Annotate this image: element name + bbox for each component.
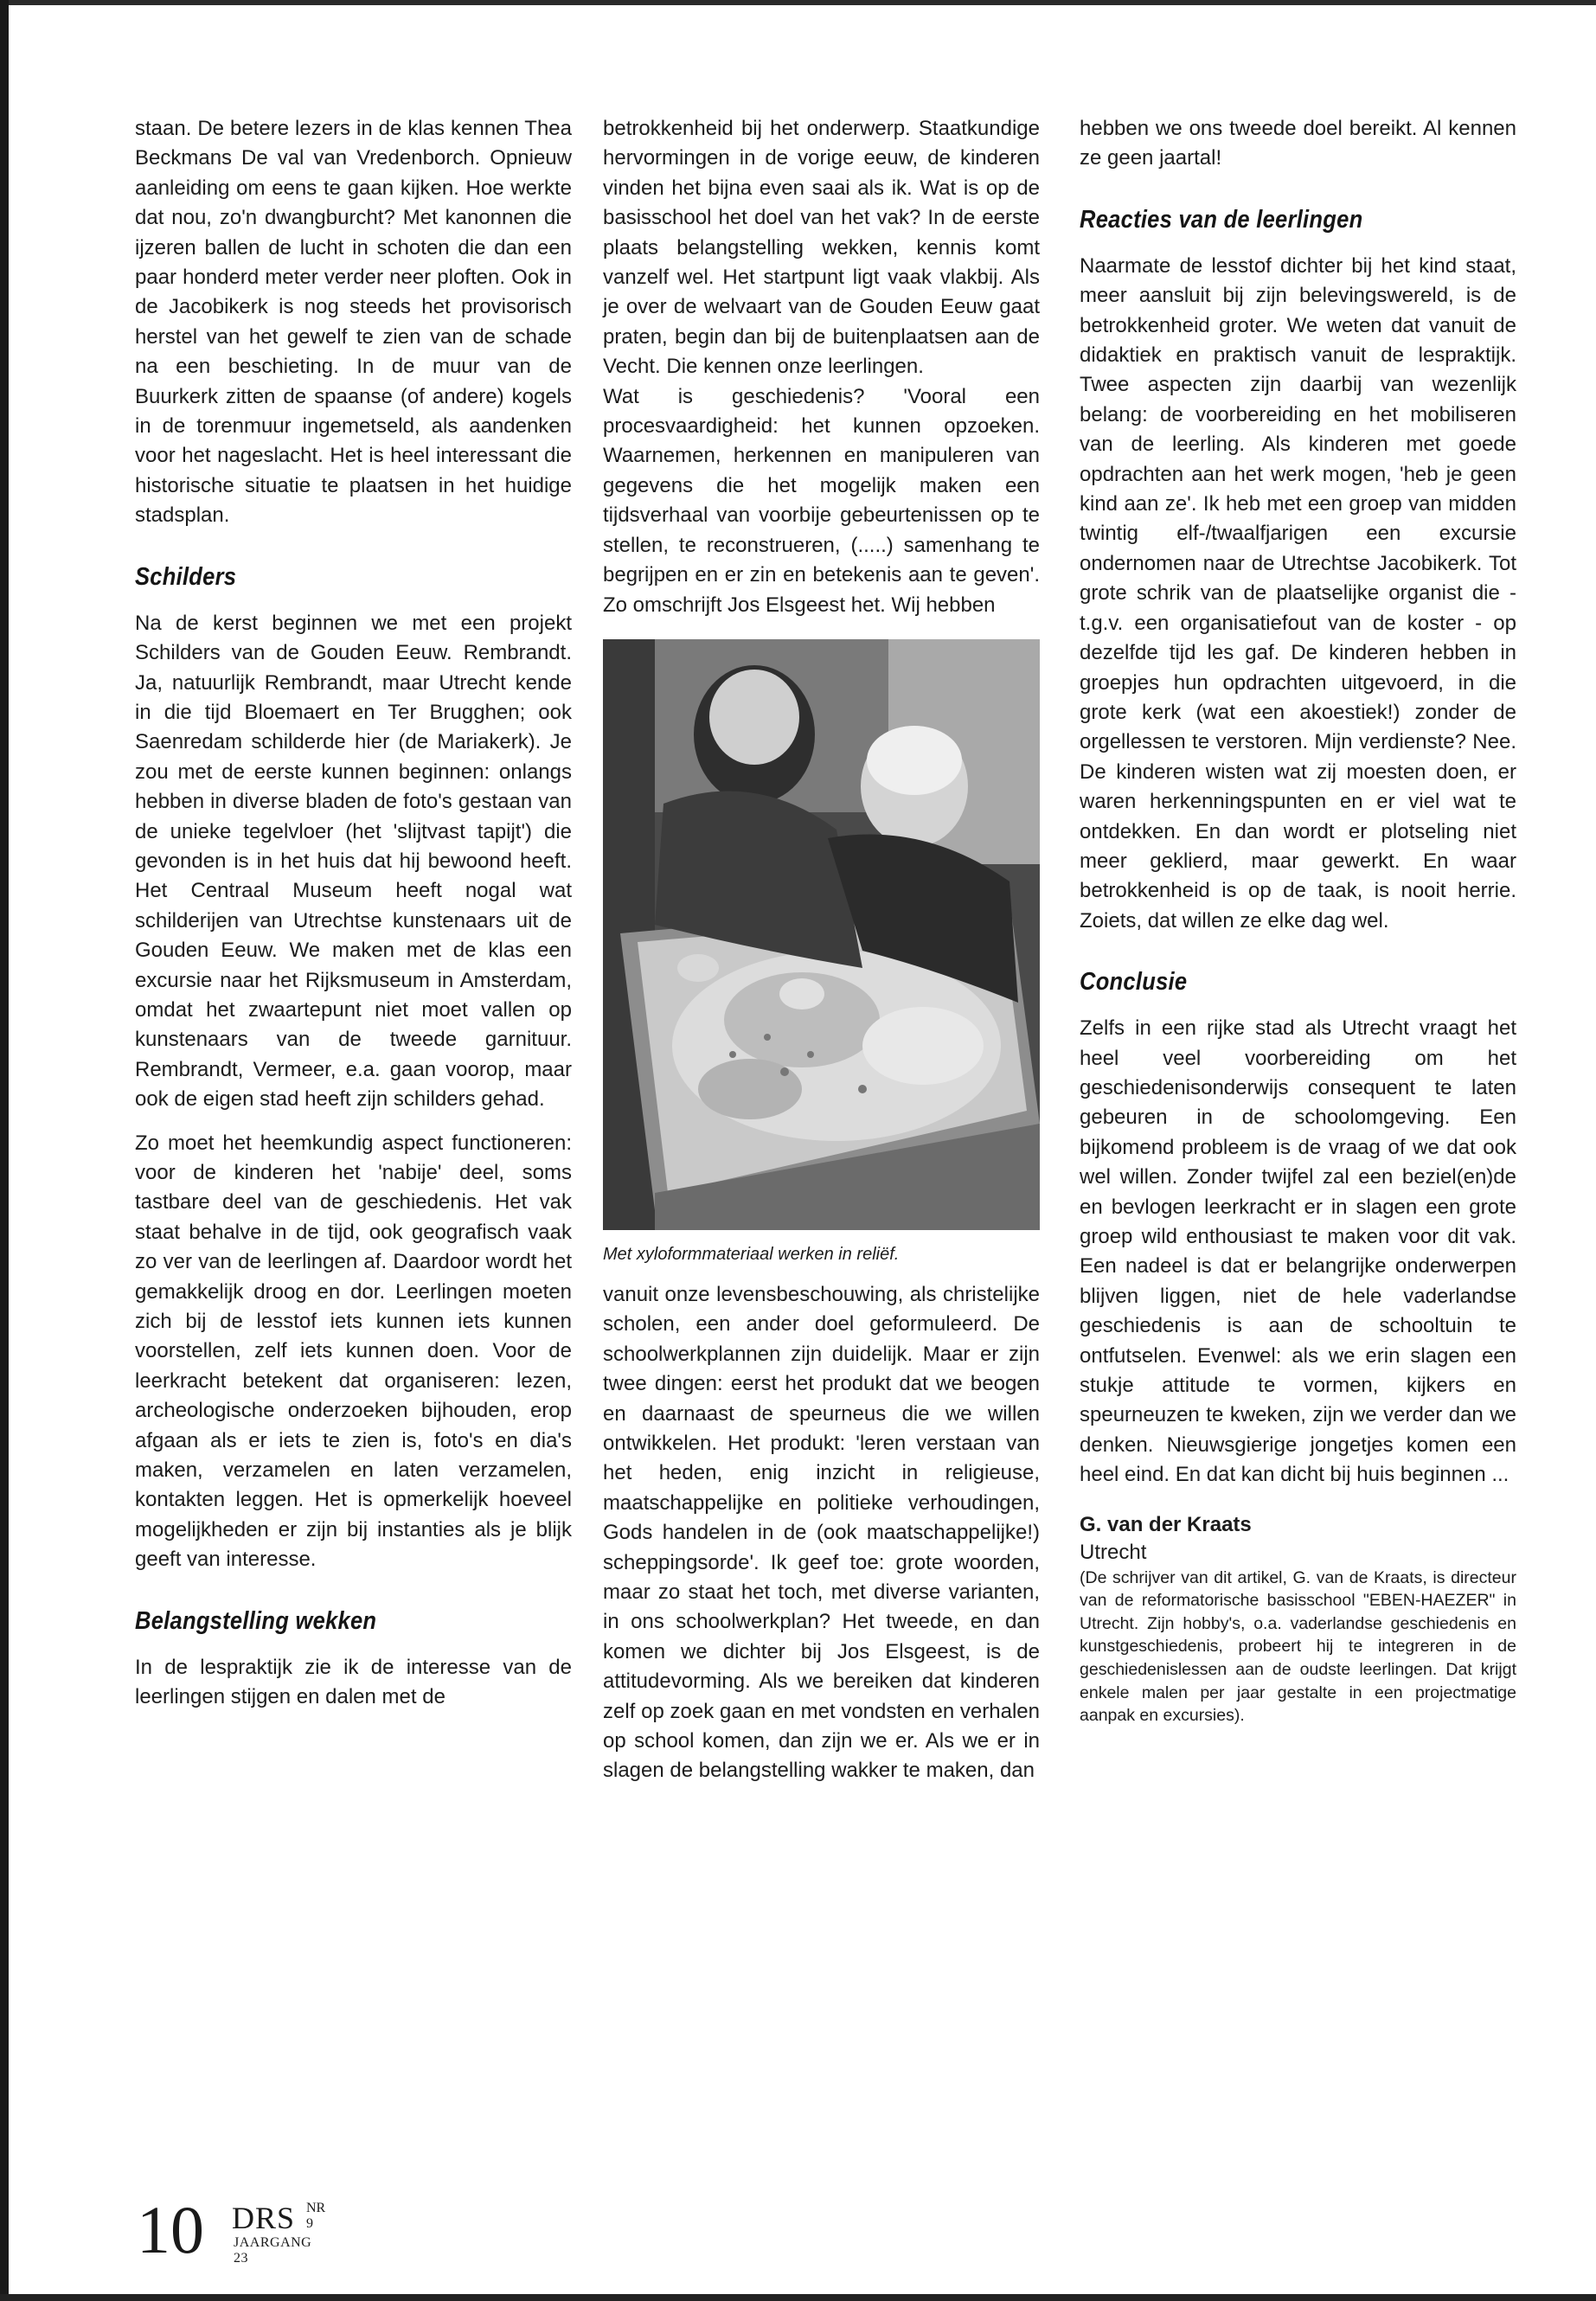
paragraph: vanuit onze levensbeschouwing, als christelijke scholen, een ander doel geformuleerd. De schoolwerkplannen zijn duidelijk. Maar er zijn twee dingen: eerst het produkt dat we beogen en daarnaast de speurneus die we willen ontwikkelen. Het produkt: 'leren verstaan van het heden, enig inzicht in religieuse, maatschappelijke en politieke verhoudingen, Gods handelen in de (ook maatschappelijke!) scheppingsorde'. Ik geef toe: grote woorden, maar zo staat het toch, met diverse varianten, in ons schoolwerkplan? Het tweede, en dan komen we dichter bij Jos Elsgeest, is de attitudevorming. Als we bereiken dat kinderen zelf op zoek gaan en met vondsten en verhalen op school komen, dan zijn we er. Als we er in slagen de belangstelling wakker te maken, dan xyxy=(603,1282,1040,1783)
author-place: Utrecht xyxy=(1080,1540,1147,1564)
volume-label: JAARGANG 23 xyxy=(234,2235,312,2266)
paragraph: In de lespraktijk zie ik de interesse van de leerlingen stijgen en dalen met de xyxy=(135,1655,572,1709)
magazine-name: DRS xyxy=(232,2201,296,2235)
page-number: 10 xyxy=(137,2192,204,2267)
byline xyxy=(1080,1511,1516,1567)
paragraph: staan. De betere lezers in de klas kennen Thea Beckmans De val van Vredenborch. Opnieuw aanleiding om eens te gaan kijken. Hoe werkte dat nou, zo'n dwangburcht? Met kanonnen die ijzeren ballen de lucht in schoten die dan een paar honderd meter verder neer ploften. Ook in de Jacobikerk is nog steeds het provisorisch herstel van het gewelf te zien van de schade na een beschieting. In de muur van de Buurkerk zitten de spaanse (of andere) kogels in de torenmuur ingemetseld, als aandenken voor het nageslacht. Het is heel interessant die historische situatie te plaatsen in het huidige stadsplan. xyxy=(135,117,572,528)
paragraph: hebben we ons tweede doel bereikt. Al kennen ze geen jaartal! xyxy=(1080,117,1516,170)
author-name: G. van der Kraats xyxy=(1080,1512,1252,1536)
paragraph: Zelfs in een rijke stad als Utrecht vraagt het heel veel voorbereiding om het geschiedenisonderwijs consequent te laten gebeuren in de schoolomgeving. Een bijkomend probleem is de vraag of we dat ook wel willen. Zonder twijfel zal een beziel(en)de en bevlogen leerkracht er in slagen een grote groep wild enthousiast te maken voor dit vak. Een nadeel is dat er belangrijke onderwerpen blijven liggen, niet de hele vaderlandse geschiedenis is aan de schooltuin te ontfutselen. Evenwel: als we erin slagen een stukje attitude te vormen, kijkers en speurneuzen te kweken, zijn we verder dan we denken. Nieuwsgierige jongetjes komen een heel eind. En dat kan dicht bij huis beginnen ... xyxy=(1080,1016,1516,1487)
photo-children-relief-map xyxy=(603,639,1040,1230)
scan-edge-left xyxy=(0,0,9,2301)
paragraph: Na de kerst beginnen we met een projekt Schilders van de Gouden Eeuw. Rembrandt. Ja, natuurlijk Rembrandt, maar Utrecht kende in die tijd Bloemaert en Ter Brugghen; ook Saenredam schilderde hier (de Mariakerk). Je zou met de eerste kunnen beginnen: onlangs hebben in diverse bladen de foto's gestaan van de unieke tegelvloer (het 'slijtvast tapijt') die gevonden is in het huis dat hij bewoond heeft. Het Centraal Museum heeft nogal wat schilderijen van Utrechtse kunstenaars uit de Gouden Eeuw. We maken met de klas een excursie naar het Rijksmuseum in Amsterdam, omdat het zwaartepunt niet moet vallen op kunstenaars van de tweede garnituur. Rembrandt, Vermeer, e.a. gaan voorop, maar ook de eigen stad heeft zijn schilders gehad. xyxy=(135,611,572,1112)
heading-schilders: Schilders xyxy=(135,562,237,591)
scan-edge-top xyxy=(0,0,1596,5)
photo-caption: Met xyloformmateriaal werken in reliëf. xyxy=(603,1244,900,1264)
paragraph: betrokkenheid bij het onderwerp. Staatkundige hervormingen in de vorige eeuw, de kinderen vinden het bijna even saai als ik. Wat is op de basisschool het doel van het vak? In de eerste plaats belangstelling wekken, kennis komt vanzelf wel. Het startpunt ligt vaak vlakbij. Als je over de welvaart van de Gouden Eeuw gaat praten, begin dan bij de buitenplaatsen aan de Vecht. Die kennen onze leerlingen. xyxy=(603,117,1040,379)
paragraph: Zo moet het heemkundig aspect functioneren: voor de kinderen het 'nabije' deel, soms tastbare deel van de geschiedenis. Het vak staat behalve in de tijd, ook geografisch vaak zo ver van de leerlingen af. Daardoor wordt het gemakkelijk droog en dor. Leerlingen moeten zich bij de lesstof iets kunnen iets kunnen voorstellen, zelf iets kunnen doen. Voor de leerkracht betekent dat organiseren: lezen, archeologische onderzoeken bijhouden, erop afgaan als er iets te zien is, foto's en dia's maken, verzamelen en laten verzamelen, kontakten leggen. Het is opmerkelijk hoeveel mogelijkheden er zijn bij instanties als je blijk geeft van interesse. xyxy=(135,1131,572,1572)
paragraph: Naarmate de lesstof dichter bij het kind staat, meer aansluit bij zijn belevingswereld, is de betrokkenheid groter. We weten dat vanuit de didaktiek en praktisch vanuit de lespraktijk. Twee aspecten zijn daarbij van wezenlijk belang: de voorbereiding en het mobiliseren van de leerling. Als kinderen met goede opdrachten aan het werk mogen, 'heb je geen kind aan ze'. Ik heb met een groep van midden twintig elf-/twaalfjarigen een excursie ondernomen naar de Utrechtse Jacobikerk. Tot grote schrik van de plaatselijke organist die - t.g.v. een organisatiefout van de koster - op dezelfde tijd les gaf. De kinderen hebben in groepjes hun opdrachten uitgevoerd, in die grote kerk (wat een akoestiek!) zonder de orgellessen te verstoren. Mijn verdienste? Nee. De kinderen wisten wat zij moesten doen, er waren herkenningspunten en er viel wat te ontdekken. En dan wordt er plotseling niet meer geklierd, maar gewerkt. En waar betrokkenheid is op de taak, is nooit herrie. Zoiets, dat willen ze elke dag wel. xyxy=(1080,253,1516,933)
column-3 xyxy=(1080,114,1516,1741)
author-note: (De schrijver van dit artikel, G. van de Kraats, is directeur van de reformatorische basisschool "EBEN-HAEZER" in Utrecht. Zijn hobby's, o.a. vaderlandse geschiedenis en kunstgeschiedenis, probeert hij te integreren in de geschiedenislessen aan de oudste leerlingen. Dat krijgt enkele malen per jaar gestalte in een projectmatige aanpak en excursies). xyxy=(1080,1567,1516,1726)
column-1 xyxy=(135,114,572,1727)
heading-belangstelling: Belangstelling wekken xyxy=(135,1606,377,1635)
paragraph: Wat is geschiedenis? 'Vooral een procesvaardigheid: het kunnen opzoeken. Waarnemen, herkennen en manipuleren van gegevens die het mogelijk maken een tijdsverhaal van voorbije gebeurtenissen op te stellen, te reconstrueren, (.....) samenhang te begrijpen en er zin en betekenis aan te geven'. Zo omschrijft Jos Elsgeest het. Wij hebben xyxy=(603,384,1040,617)
issue-number: NR 9 xyxy=(306,2201,326,2231)
heading-reacties: Reacties van de leerlingen xyxy=(1080,205,1363,234)
heading-conclusie: Conclusie xyxy=(1080,968,1188,997)
scan-edge-bottom xyxy=(0,2294,1596,2301)
column-2 xyxy=(603,114,1040,1800)
